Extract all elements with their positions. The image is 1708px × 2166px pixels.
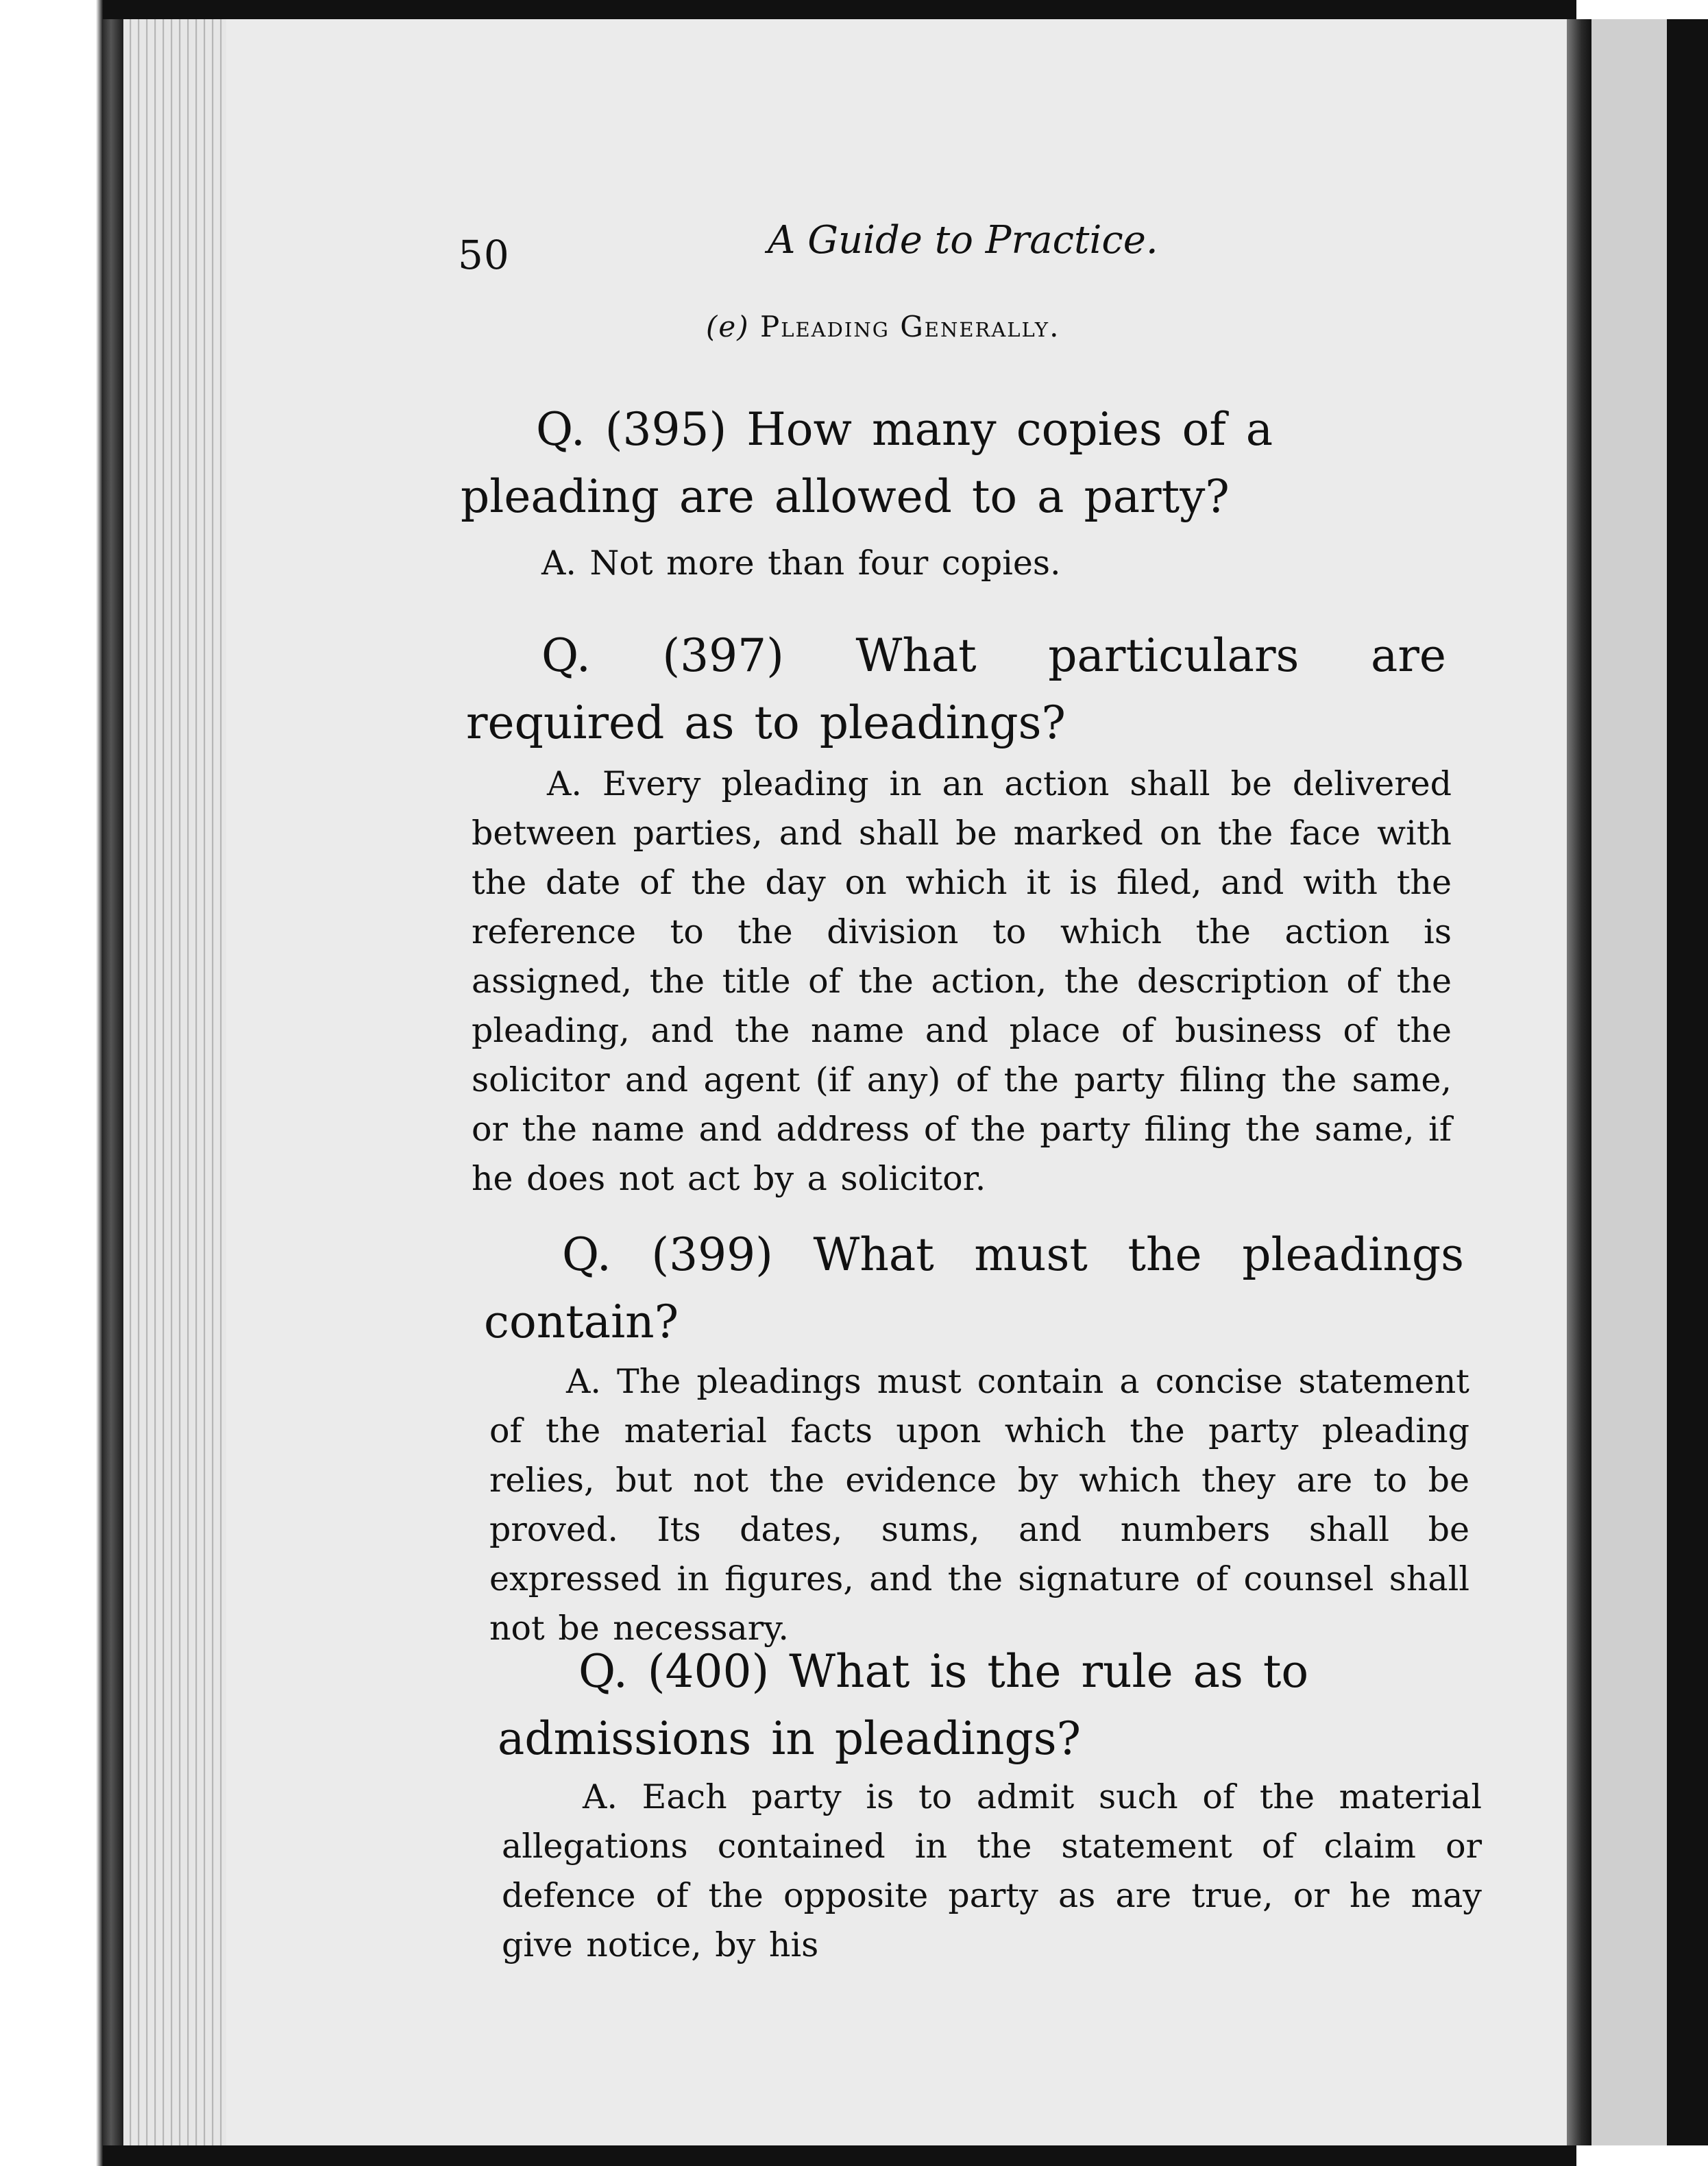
answer-399: A. The pleadings must contain a concise statement of the material facts upon which the party pleading relies, but not the evidence by which they are to be proved. Its dates, sums, and numbers shall be expressed in figures, and the signature of counsel shall not be necessary. bbox=[489, 1362, 1469, 1648]
section-heading bbox=[706, 310, 1060, 343]
page-right-strip bbox=[1591, 19, 1667, 2145]
page-edges bbox=[123, 14, 226, 2152]
book-spine bbox=[103, 0, 123, 2166]
section-title: Pleading Generally. bbox=[760, 310, 1060, 343]
answer-397: A. Every pleading in an action shall be delivered between parties, and shall be marked on the face with the date of the day on which it is filed, and with the reference to the division to which the action is assigned, the title of the action, the description of the pleading, and the name and place of business of the solicitor and agent (if any) of the party filing the same, or the name and address of the party filing the same, if he does not act by a solicitor. bbox=[472, 764, 1452, 1198]
answer-395: A. Not more than four copies. bbox=[541, 544, 1061, 583]
question-395: Q. (395) How many copies of a pleading are allowed to a party? bbox=[461, 403, 1273, 523]
answer-400: A. Each party is to admit such of the material allegations contained in the statement of claim or defence of the opposite party as are true, or he may give notice, by his bbox=[502, 1777, 1482, 1964]
question-397: Q. (397) What particulars are required as to pleadings? bbox=[466, 629, 1446, 749]
page-number: 50 bbox=[458, 232, 510, 278]
section-letter: (e) bbox=[706, 310, 750, 343]
scan-right-border bbox=[1667, 19, 1708, 2145]
running-title: A Guide to Practice. bbox=[768, 218, 1158, 263]
scan-top-border bbox=[103, 0, 1576, 19]
question-399: Q. (399) What must the pleadings contain? bbox=[484, 1228, 1464, 1348]
page-gutter-shadow bbox=[1567, 19, 1591, 2145]
question-400: Q. (400) What is the rule as to admissions in pleadings? bbox=[498, 1645, 1309, 1765]
scan-left-margin bbox=[0, 0, 110, 2166]
scan-bottom-border bbox=[103, 2145, 1576, 2166]
